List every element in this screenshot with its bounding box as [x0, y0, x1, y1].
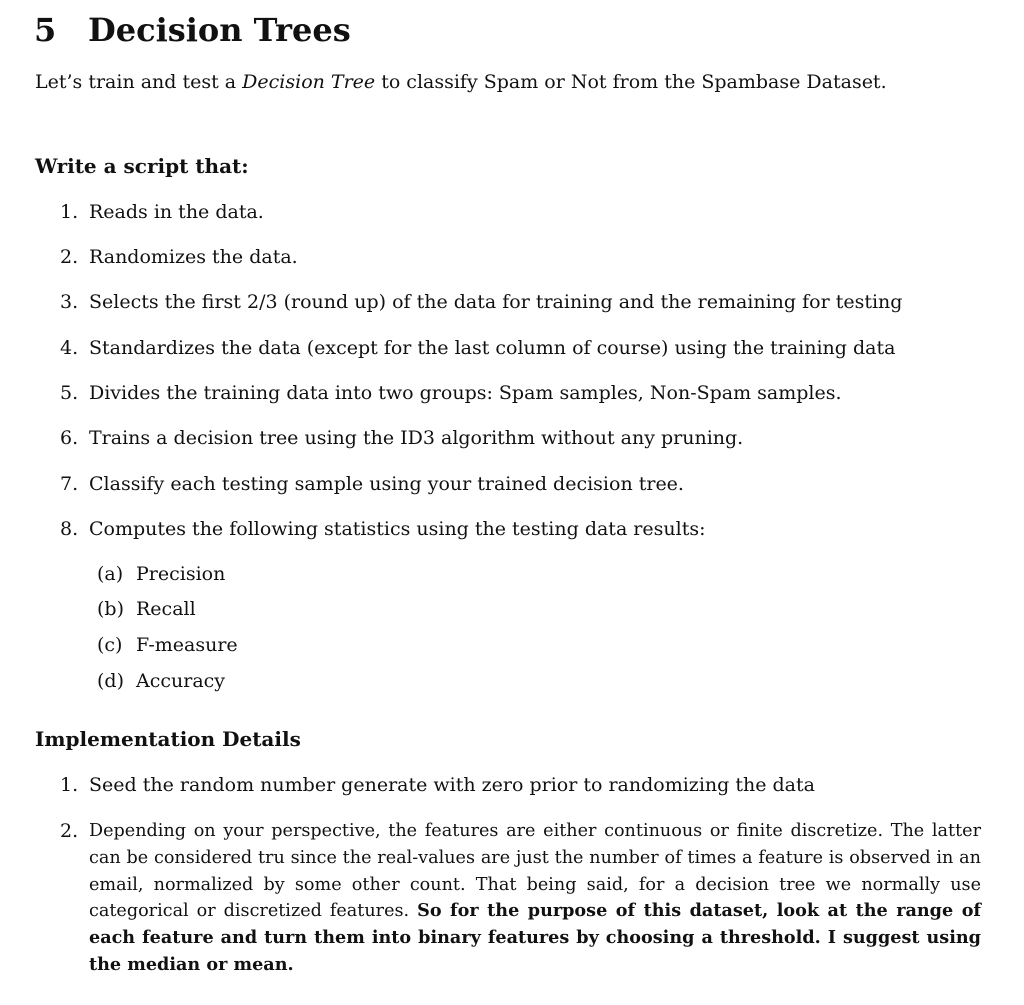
statistic-label: Recall — [136, 598, 196, 620]
paragraph-text: Depending on your perspective, the features are either continuous or finite discretize. The latter can be considered tru since the real-values are just the number of times a feature is observed in an email, normalized by some other count. That being said, for a decision tree we normally use categorical or discretized features. — [89, 821, 981, 922]
implementation-paragraph — [89, 818, 981, 979]
list-item-number: 1. — [60, 774, 79, 796]
implementation-heading: Implementation Details — [35, 727, 301, 751]
statistic-letter: (c) — [97, 634, 123, 656]
statistic-letter: (a) — [97, 563, 124, 585]
list-item-number: 8. — [60, 518, 79, 540]
statistic-label: F-measure — [136, 634, 238, 656]
list-item-number: 6. — [60, 427, 79, 449]
statistic-label: Precision — [136, 563, 226, 585]
statistic-item-recall — [97, 596, 196, 622]
intro-emphasis: Decision Tree — [242, 71, 376, 93]
statistic-item-f-measure — [97, 632, 238, 658]
intro-text-before: Let’s train and test a — [35, 71, 243, 93]
intro-paragraph — [35, 69, 887, 95]
section-number: 5 — [34, 11, 57, 49]
list-item-text: Randomizes the data. — [89, 246, 298, 268]
statistic-letter: (d) — [97, 670, 124, 692]
list-item-number: 4. — [60, 337, 79, 359]
intro-text-after: to classify Spam or Not from the Spambase Dataset. — [375, 71, 887, 93]
list-item-number: 3. — [60, 291, 79, 313]
list-item-text: Selects the first 2/3 (round up) of the data for training and the remaining for testing — [89, 291, 903, 313]
statistic-label: Accuracy — [136, 670, 226, 692]
list-item-text: Seed the random number generate with zero prior to randomizing the data — [89, 774, 815, 796]
list-item-text: Computes the following statistics using the testing data results: — [89, 518, 706, 540]
statistic-letter: (b) — [97, 598, 124, 620]
list-item-text: Reads in the data. — [89, 201, 264, 223]
list-item-text: Trains a decision tree using the ID3 algorithm without any pruning. — [89, 427, 744, 449]
script-heading: Write a script that: — [35, 154, 249, 178]
paragraph-bold-text: So for the purpose of this dataset, look at the range of each feature and turn them into binary features by choosing a threshold. I suggest using the median or mean. — [89, 900, 981, 975]
section-title: Decision Trees — [88, 11, 351, 49]
statistic-item-accuracy — [97, 668, 225, 694]
list-item-number: 2. — [60, 820, 79, 842]
list-item-text: Divides the training data into two groups: Spam samples, Non-Spam samples. — [89, 382, 842, 404]
section-heading — [34, 10, 351, 50]
list-item-text: Standardizes the data (except for the last column of course) using the training data — [89, 337, 896, 359]
list-item-number: 1. — [60, 201, 79, 223]
statistic-item-precision — [97, 561, 225, 587]
list-item-text: Classify each testing sample using your trained decision tree. — [89, 473, 684, 495]
list-item-number: 2. — [60, 246, 79, 268]
list-item-number: 5. — [60, 382, 79, 404]
list-item-number: 7. — [60, 473, 79, 495]
